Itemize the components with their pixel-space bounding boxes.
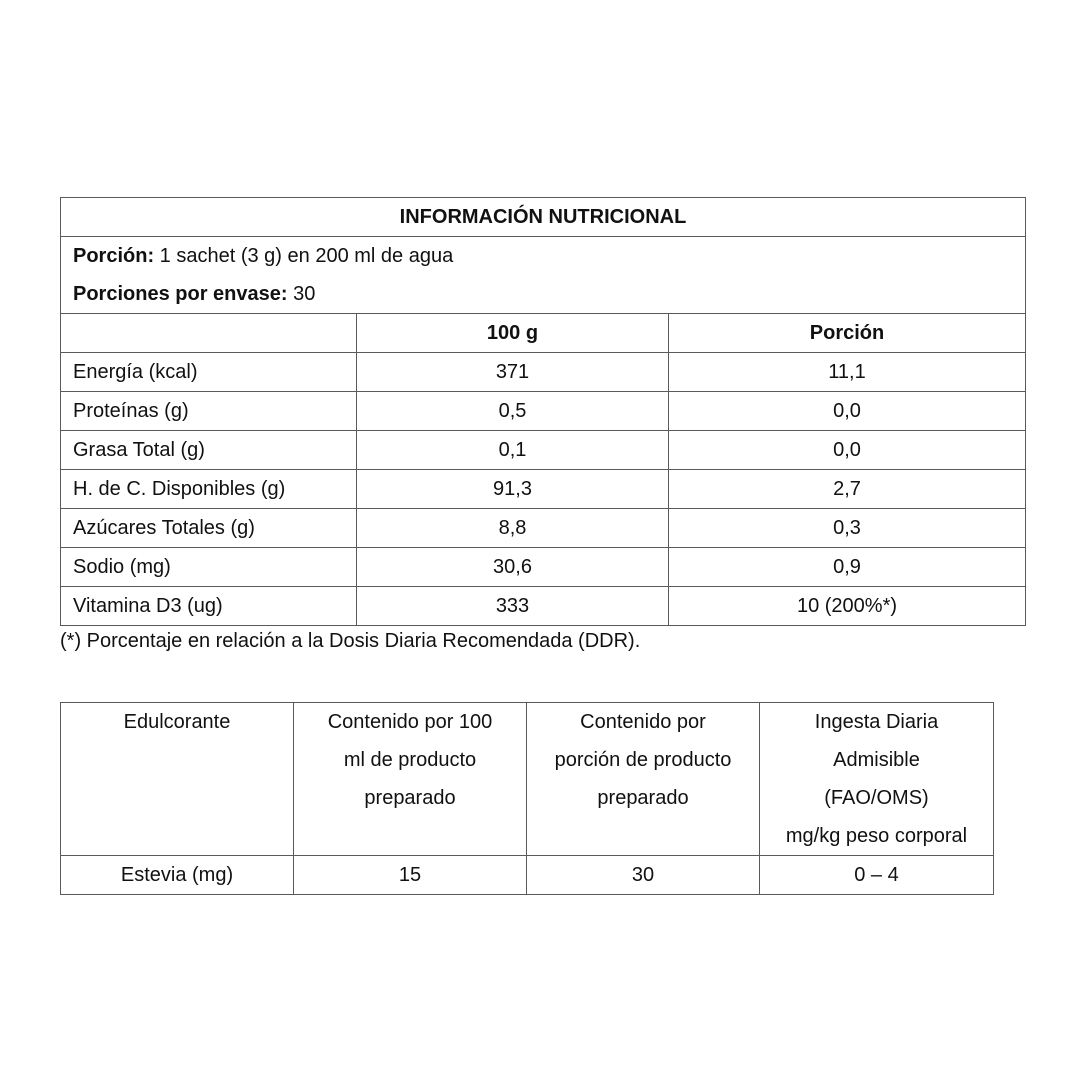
table-row: [61, 587, 1026, 626]
row-per100: 0,5: [357, 392, 669, 431]
header-ida: [760, 703, 994, 856]
sweetener-header-row: [61, 703, 994, 856]
row-portion: 0,0: [669, 392, 1026, 431]
header-line: preparado: [364, 787, 456, 809]
sweetener-table: [60, 702, 994, 895]
nutrition-header-row: [61, 314, 1026, 353]
row-per100: 0,1: [357, 431, 669, 470]
portion-line: [73, 237, 1025, 275]
table-row: [61, 392, 1026, 431]
nutrition-title-row: [61, 198, 1026, 237]
table-row: [61, 509, 1026, 548]
portion-info: [61, 237, 1026, 314]
header-line: Edulcorante: [123, 711, 231, 733]
header-line: ml de producto: [343, 749, 477, 771]
servings-value: 30: [287, 283, 316, 305]
header-line: (FAO/OMS): [824, 787, 929, 809]
row-per100: 8,8: [357, 509, 669, 548]
sweetener-ida: 0 – 4: [760, 856, 994, 895]
portion-value: 1 sachet (3 g) en 200 ml de agua: [154, 245, 454, 267]
row-portion: 10 (200%*): [669, 587, 1026, 626]
row-per100: 371: [357, 353, 669, 392]
sweetener-name: Estevia (mg): [61, 856, 294, 895]
row-label: Proteínas (g): [61, 392, 357, 431]
row-per100: 333: [357, 587, 669, 626]
row-portion: 2,7: [669, 470, 1026, 509]
row-portion: 0,0: [669, 431, 1026, 470]
row-label: Energía (kcal): [61, 353, 357, 392]
header-line: porción de producto: [554, 749, 732, 771]
table-row: [61, 431, 1026, 470]
header-line: Contenido por: [580, 711, 706, 733]
header-line: mg/kg peso corporal: [785, 825, 968, 847]
header-line: Admisible: [833, 749, 920, 771]
servings-label: Porciones por envase:: [73, 283, 288, 305]
header-portion: Porción: [669, 314, 1026, 353]
table-row: [61, 353, 1026, 392]
table-row: [61, 548, 1026, 587]
nutrition-table: [60, 197, 1026, 626]
row-portion: 0,9: [669, 548, 1026, 587]
header-line: Ingesta Diaria: [814, 711, 939, 733]
header-100g: 100 g: [357, 314, 669, 353]
row-label: Sodio (mg): [61, 548, 357, 587]
row-portion: 0,3: [669, 509, 1026, 548]
servings-line: [73, 275, 1025, 313]
header-line: Contenido por 100: [327, 711, 493, 733]
sweetener-per-portion: 30: [527, 856, 760, 895]
footnote: (*) Porcentaje en relación a la Dosis Diaria Recomendada (DDR).: [60, 630, 641, 652]
header-sweetener: [61, 703, 294, 856]
row-portion: 11,1: [669, 353, 1026, 392]
row-label: Vitamina D3 (ug): [61, 587, 357, 626]
row-label: H. de C. Disponibles (g): [61, 470, 357, 509]
row-label: Grasa Total (g): [61, 431, 357, 470]
portion-info-row: [61, 237, 1026, 314]
header-per100ml: [294, 703, 527, 856]
header-line: preparado: [597, 787, 689, 809]
sweetener-per100ml: 15: [294, 856, 527, 895]
table-row: [61, 856, 994, 895]
portion-label: Porción:: [73, 245, 155, 267]
table-row: [61, 470, 1026, 509]
row-per100: 91,3: [357, 470, 669, 509]
row-per100: 30,6: [357, 548, 669, 587]
nutrition-title: INFORMACIÓN NUTRICIONAL: [61, 198, 1026, 237]
header-per-portion: [527, 703, 760, 856]
header-empty-cell: [61, 314, 357, 353]
row-label: Azúcares Totales (g): [61, 509, 357, 548]
